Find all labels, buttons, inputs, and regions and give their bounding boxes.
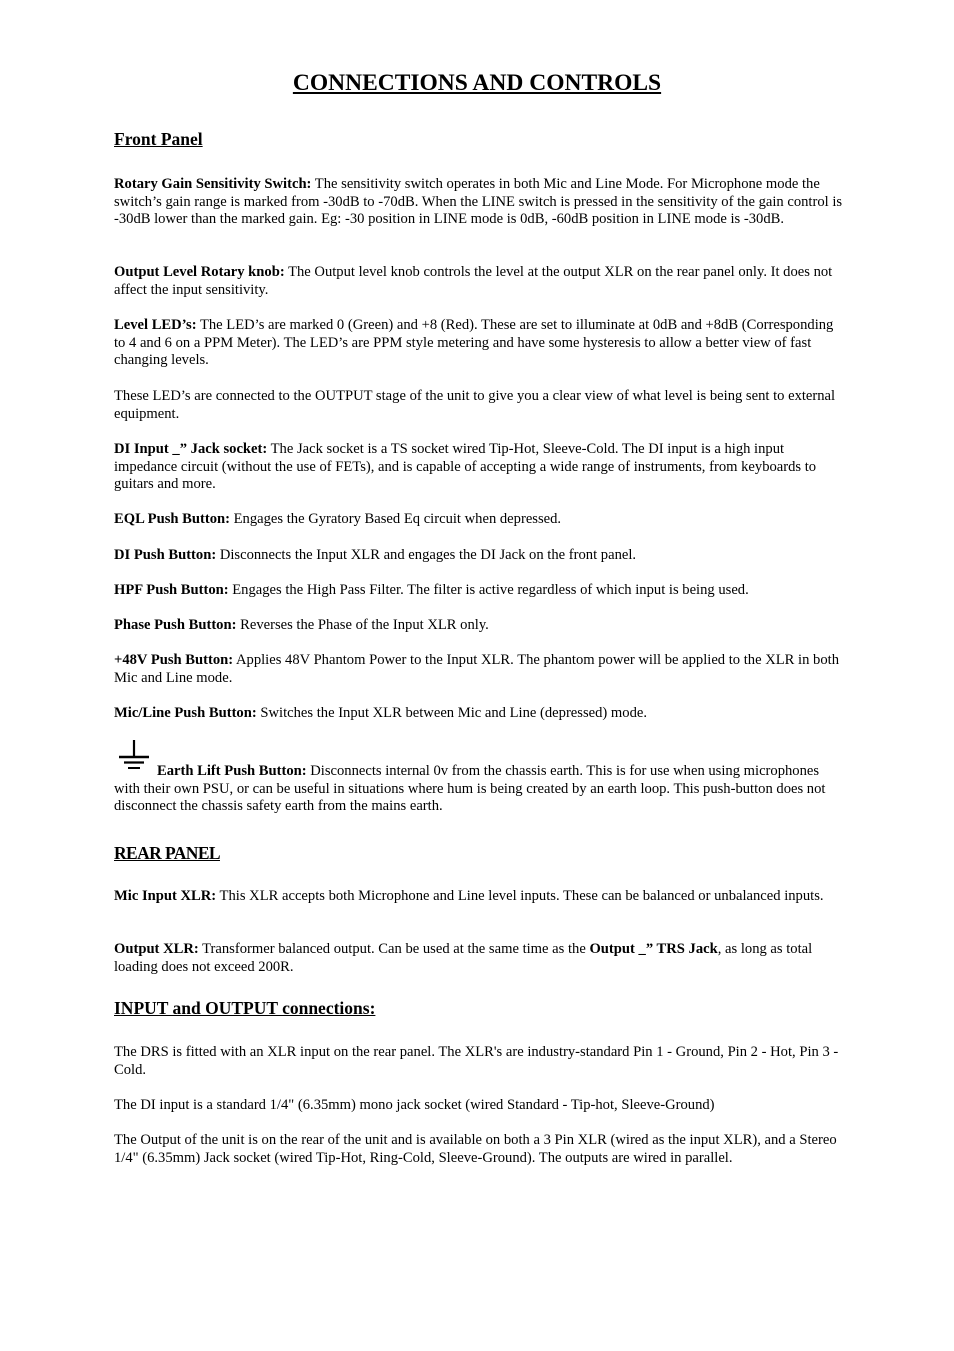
item-text: , as long as total loading does not exceed 200R. — [114, 941, 813, 975]
output-xlr-paragraph — [114, 941, 844, 976]
item-label: Mic/Line Push Button: — [114, 705, 257, 721]
item-text: This XLR accepts both Microphone and Line level inputs. These can be balanced or unbalanced inputs. — [216, 888, 824, 904]
rear-panel-heading: REAR PANEL — [114, 843, 220, 863]
item-label: +48V Push Button: — [114, 652, 234, 668]
item-label: Level LED’s: — [114, 317, 197, 333]
item-text: The LED’s are marked 0 (Green) and +8 (Red). These are set to illuminate at 0dB and +8dB (Corresponding to 4 and 6 on a PPM Meter). The LED’s are PPM style metering and have some hysteresis to allow a better view of fast changing levels. — [114, 317, 834, 369]
item-label: HPF Push Button: — [114, 582, 229, 598]
rotary-gain-paragraph — [114, 176, 844, 229]
hpf-button-paragraph — [114, 582, 844, 600]
item-text: Transformer balanced output. Can be used at the same time as the — [198, 941, 590, 957]
item-text: Reverses the Phase of the Input XLR only. — [236, 617, 489, 633]
item-label: Output XLR: — [114, 941, 199, 957]
front-panel-heading: Front Panel — [114, 129, 203, 149]
earth-lift-paragraph — [114, 763, 844, 816]
item-text: The Jack socket is a TS socket wired Tip-Hot, Sleeve-Cold. The DI input is a high input impedance circuit (without the use of FETs), and is capable of accepting a wide range of instruments, from keyboards to guitars and more. — [114, 441, 817, 493]
item-text: Switches the Input XLR between Mic and Line (depressed) mode. — [256, 705, 647, 721]
item-text: Disconnects the Input XLR and engages the DI Jack on the front panel. — [216, 547, 637, 563]
item-label: Phase Push Button: — [114, 617, 237, 633]
leds-output-paragraph — [114, 388, 844, 423]
item-label: DI Push Button: — [114, 547, 217, 563]
mic-input-xlr-paragraph — [114, 888, 844, 906]
item-text: Applies 48V Phantom Power to the Input XLR. The phantom power will be applied to the XLR in both Mic and Line mode. — [114, 652, 840, 686]
io-paragraph-output: The Output of the unit is on the rear of the unit and is available on both a 3 Pin XLR (wired as the input XLR), and a Stereo 1/4" (6.35mm) Jack socket (wired Tip-Hot, Ring-Cold, Sleeve-Ground). The outputs are wired in parallel. — [114, 1132, 837, 1166]
item-label: Output Level Rotary knob: — [114, 264, 285, 280]
eql-button-paragraph — [114, 511, 844, 529]
di-button-paragraph — [114, 547, 844, 565]
io-connections-heading: INPUT and OUTPUT connections: — [114, 998, 376, 1018]
mic-line-button-paragraph — [114, 705, 844, 723]
item-text: These LED’s are connected to the OUTPUT stage of the unit to give you a clear view of what level is being sent to external equipment. — [114, 388, 836, 422]
item-text: Disconnects internal 0v from the chassis earth. This is for use when using microphones with their own PSU, or can be useful in situations where hum is being created by an earth loop. This push-button does not disconnect the chassis safety earth from the mains earth. — [114, 763, 826, 815]
item-text: Engages the Gyratory Based Eq circuit when depressed. — [229, 511, 562, 527]
item-text: The sensitivity switch operates in both Mic and Line Mode. For Microphone mode the switch’s gain range is marked from -30dB to -70dB. When the LINE switch is pressed in the sensitivity of the gain control is -30dB lower than the marked gain. Eg: -30 position in LINE mode is 0dB, -60dB position in LINE mode is -30dB. — [114, 176, 843, 228]
phantom-button-paragraph — [114, 652, 844, 687]
item-text: Engages the High Pass Filter. The filter is active regardless of which input is being used. — [228, 582, 749, 598]
level-leds-paragraph — [114, 317, 844, 370]
page-title: CONNECTIONS AND CONTROLS — [292, 70, 662, 96]
io-paragraph-xlr: The DRS is fitted with an XLR input on the rear panel. The XLR's are industry-standard Pin 1 - Ground, Pin 2 - Hot, Pin 3 - Cold. — [114, 1044, 839, 1078]
item-label: EQL Push Button: — [114, 511, 230, 527]
item-label: DI Input _” Jack socket: — [114, 441, 268, 457]
io-paragraph-di: The DI input is a standard 1/4" (6.35mm) mono jack socket (wired Standard - Tip-hot, Sleeve-Ground) — [114, 1097, 715, 1113]
output-level-paragraph — [114, 264, 844, 299]
item-label: Earth Lift Push Button: — [157, 763, 307, 779]
item-text: The Output level knob controls the level at the output XLR on the rear panel only. It does not affect the input sensitivity. — [114, 264, 833, 298]
inline-bold-label: Output _” TRS Jack — [589, 941, 718, 957]
item-label: Mic Input XLR: — [114, 888, 217, 904]
di-input-paragraph — [114, 441, 844, 494]
phase-button-paragraph — [114, 617, 844, 635]
item-label: Rotary Gain Sensitivity Switch: — [114, 176, 312, 192]
